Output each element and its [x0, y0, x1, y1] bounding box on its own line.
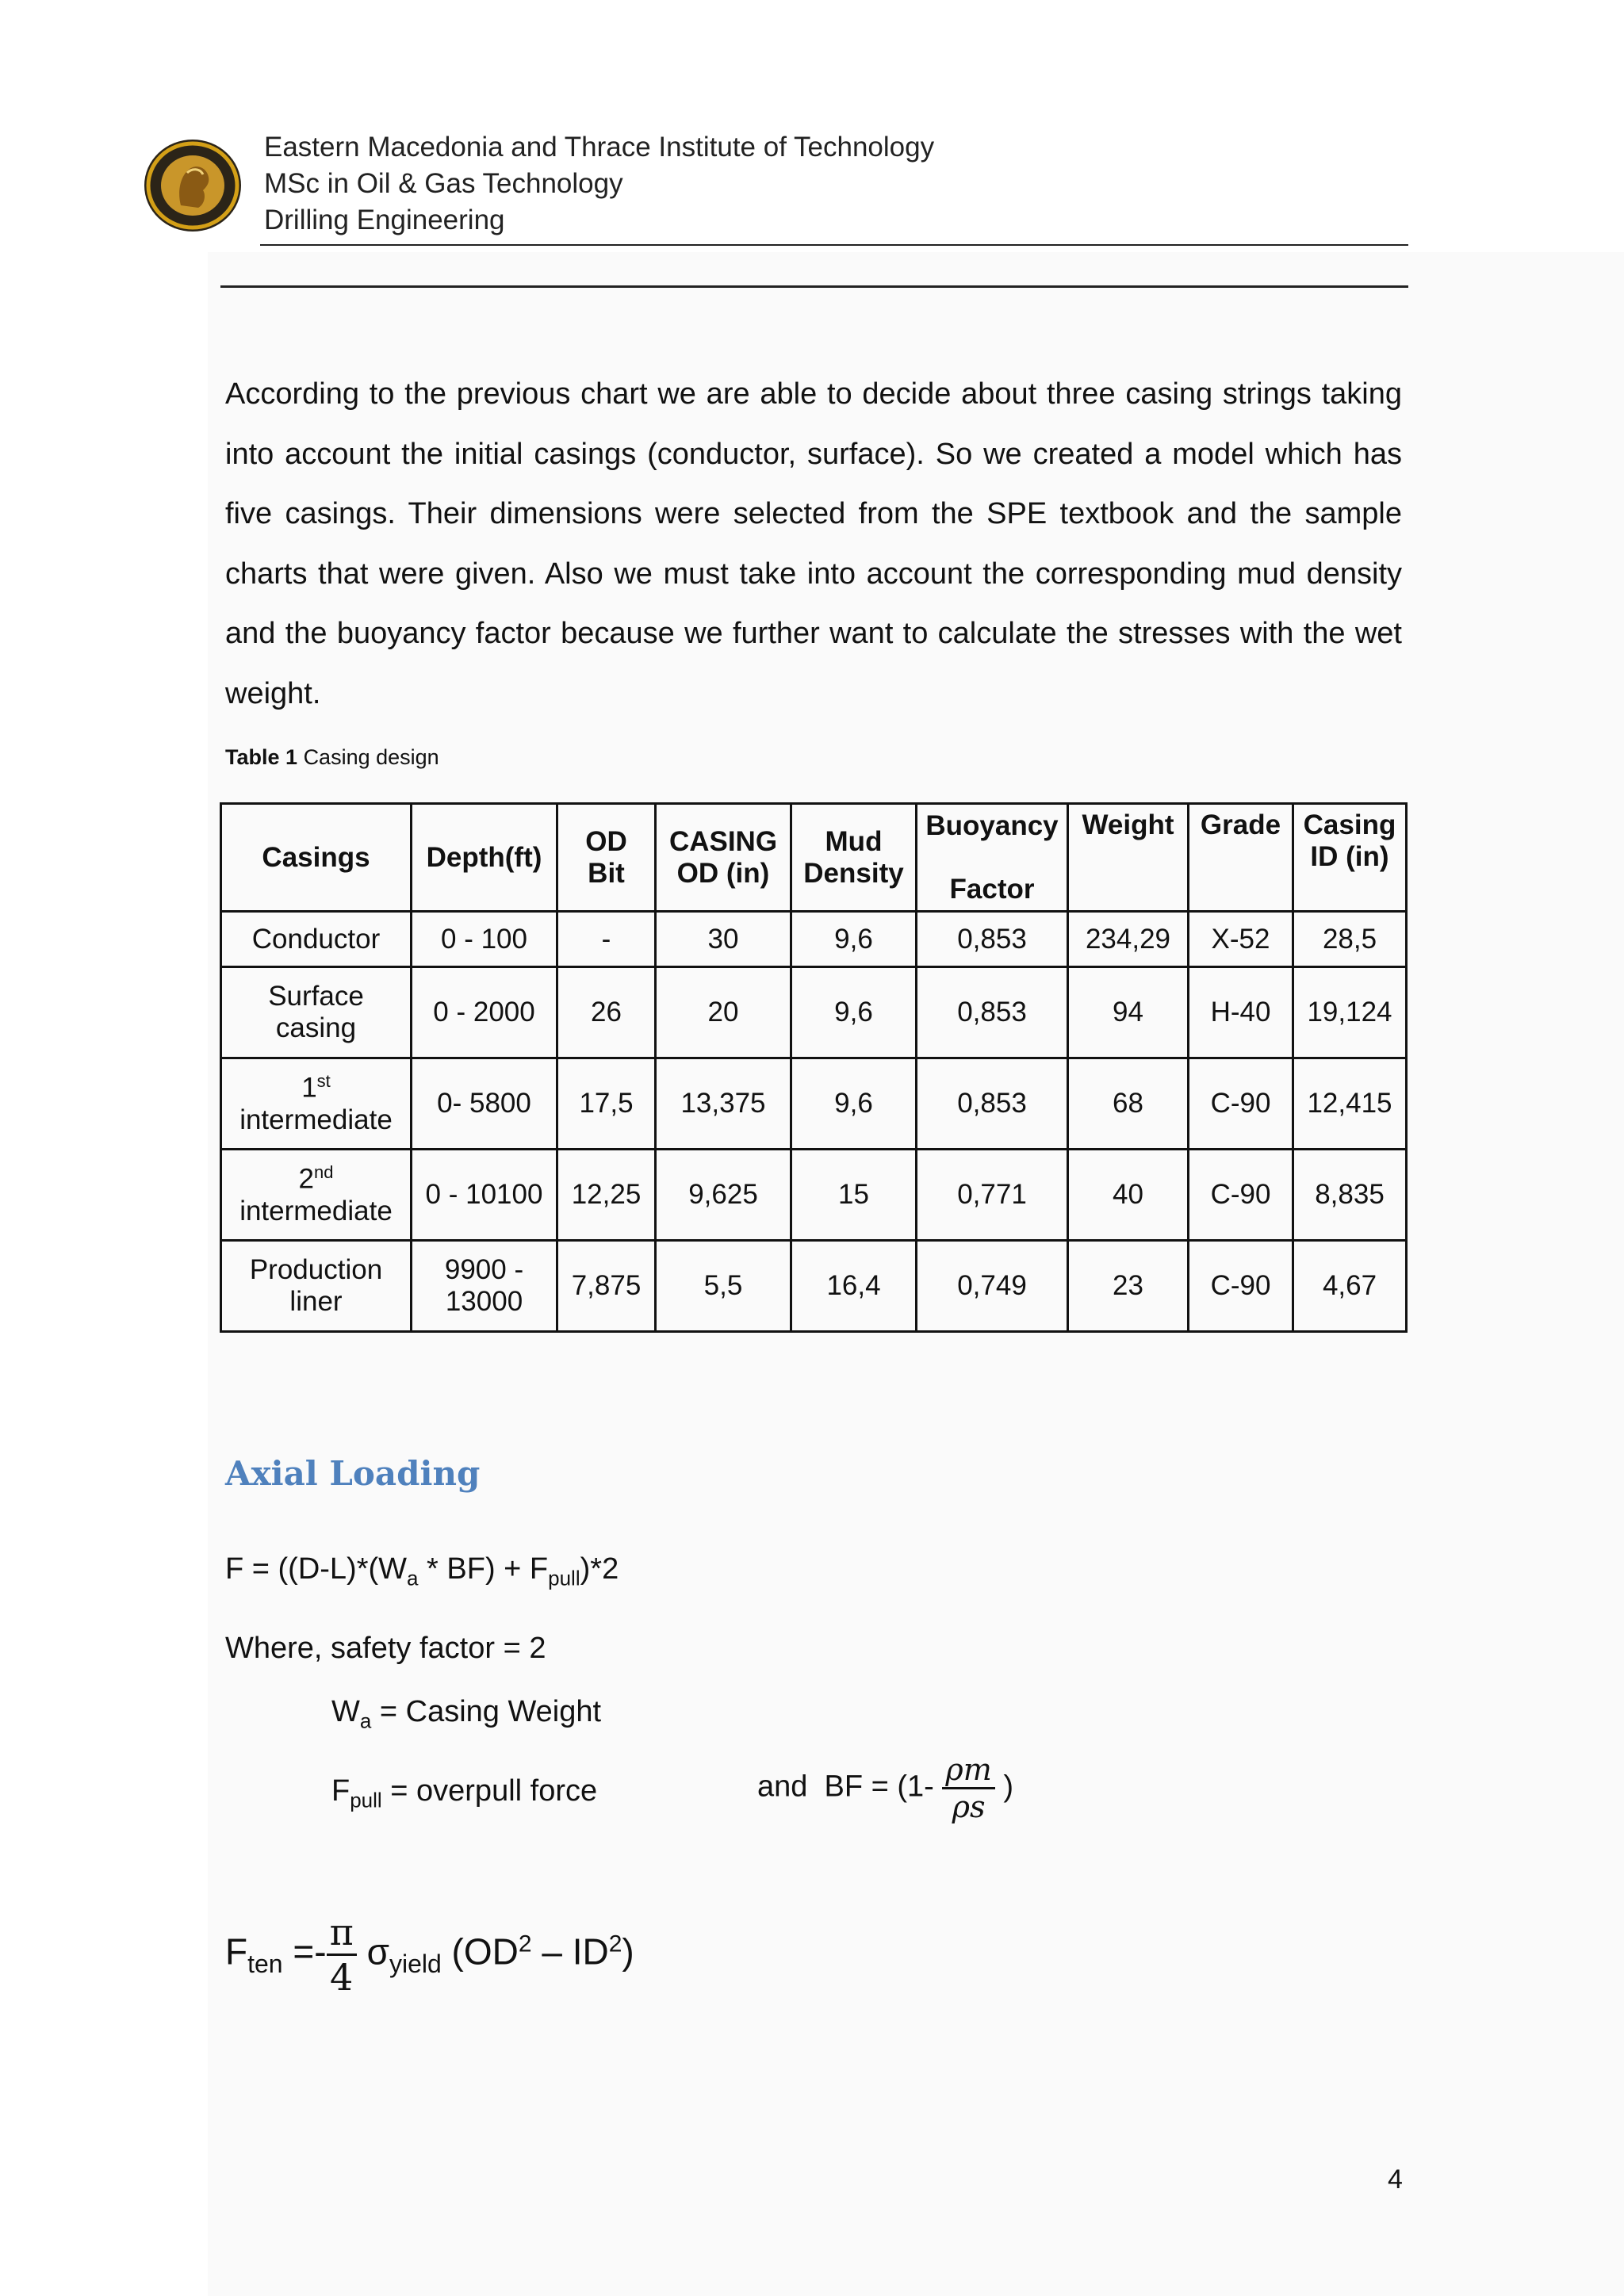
cell-depth: 0- 5800: [412, 1058, 557, 1150]
document-header: [264, 129, 934, 239]
cell-od-bit: 12,25: [557, 1150, 656, 1241]
paragraph-line: and the buoyancy factor because we further want to calculate the stresses with the wet: [225, 617, 1402, 650]
cell-casing-od: 30: [656, 912, 791, 967]
cell-casing-id: 28,5: [1293, 912, 1407, 967]
paragraph-line: into account the initial casings (conductor, surface). So we created a model which has: [225, 437, 1402, 471]
cell-mud-density: 9,6: [791, 912, 917, 967]
cell-buoyancy-factor: 0,749: [917, 1241, 1068, 1332]
cell-casing-name: 2nd intermediate: [221, 1150, 412, 1241]
cell-grade: X-52: [1189, 912, 1293, 967]
table-row: [221, 1241, 1407, 1332]
table-caption: [225, 745, 439, 770]
cell-casing-od: 13,375: [656, 1058, 791, 1150]
cell-casing-id: 12,415: [1293, 1058, 1407, 1150]
cell-weight: 68: [1068, 1058, 1189, 1150]
cell-grade: H-40: [1189, 967, 1293, 1058]
col-header-mud-density: Mud Density: [791, 804, 917, 912]
paragraph-line: five casings. Their dimensions were selected from the SPE textbook and the sample: [225, 497, 1402, 530]
casing-design-table: [220, 802, 1408, 1333]
header-institution: Eastern Macedonia and Thrace Institute of Technology: [264, 132, 935, 163]
table-row: [221, 1150, 1407, 1241]
cell-buoyancy-factor: 0,771: [917, 1150, 1068, 1241]
table-caption-label: Table 1: [225, 745, 298, 769]
cell-depth: 0 - 10100: [412, 1150, 557, 1241]
table-header-row: [221, 804, 1407, 912]
col-header-casing-od: CASING OD (in): [656, 804, 791, 912]
table-row: [221, 967, 1407, 1058]
paragraph-line: charts that were given. Also we must take into account the corresponding mud density: [225, 557, 1402, 591]
casing-weight-definition: $W_a = Casing$ Weight: [331, 1695, 602, 1733]
cell-od-bit: 7,875: [557, 1241, 656, 1332]
col-header-weight: Weight: [1068, 804, 1189, 912]
header-program: MSc in Oil & Gas Technology: [264, 168, 623, 199]
cell-casing-name: Conductor: [221, 912, 412, 967]
cell-depth: 0 - 2000: [412, 967, 557, 1058]
cell-casing-id: 8,835: [1293, 1150, 1407, 1241]
intro-paragraph: [225, 365, 1402, 724]
cell-buoyancy-factor: 0,853: [917, 912, 1068, 967]
table-row: [221, 912, 1407, 967]
institution-logo: [143, 138, 243, 233]
cell-od-bit: 26: [557, 967, 656, 1058]
col-header-casings: Casings: [221, 804, 412, 912]
cell-buoyancy-factor: 0,853: [917, 1058, 1068, 1150]
paragraph-line: According to the previous chart we are able to decide about three casing strings taking: [225, 377, 1402, 411]
page-number: 4: [1388, 2164, 1403, 2195]
overpull-definition: $F_{pull}$ = overpull force: [331, 1774, 598, 1812]
pi-over-four-fraction: $\frac{\pi}{4}$: [327, 1911, 357, 1999]
col-header-depth: Depth(ft): [412, 804, 557, 912]
table-row: [221, 1058, 1407, 1150]
col-header-grade: Grade: [1189, 804, 1293, 912]
tensile-force-equation: $F_{ten}$ =- $\frac{\pi}{4}$ $\sigma_{yield}$ $(OD^2 - ID^2)$: [225, 1911, 634, 1999]
section-heading: Axial Loading: [225, 1454, 481, 1493]
buoyancy-factor-equation: and BF = (1- $\frac{\rho m}{\rho s}$ ): [757, 1752, 1013, 1824]
cell-mud-density: 16,4: [791, 1241, 917, 1332]
col-header-od-bit: OD Bit: [557, 804, 656, 912]
cell-casing-id: 19,124: [1293, 967, 1407, 1058]
cell-grade: C-90: [1189, 1150, 1293, 1241]
cell-weight: 23: [1068, 1241, 1189, 1332]
cell-grade: C-90: [1189, 1241, 1293, 1332]
cell-casing-od: 9,625: [656, 1150, 791, 1241]
header-course: Drilling Engineering: [264, 205, 505, 235]
axial-force-equation: $F = ((D-L)*(W_a * BF) + F_{pull})*2$: [225, 1552, 619, 1590]
cell-grade: C-90: [1189, 1058, 1293, 1150]
col-header-buoyancy-factor: Buoyancy Factor: [917, 804, 1068, 912]
table-caption-text: Casing design: [303, 745, 439, 769]
col-header-casing-id: Casing ID (in): [1293, 804, 1407, 912]
cell-weight: 94: [1068, 967, 1189, 1058]
header-rule-lower: [220, 285, 1408, 288]
cell-weight: 40: [1068, 1150, 1189, 1241]
cell-casing-od: 5,5: [656, 1241, 791, 1332]
cell-mud-density: 9,6: [791, 967, 917, 1058]
cell-casing-name: 1st intermediate: [221, 1058, 412, 1150]
cell-depth: 0 - 100: [412, 912, 557, 967]
paragraph-line: weight.: [225, 676, 321, 710]
cell-weight: 234,29: [1068, 912, 1189, 967]
cell-mud-density: 9,6: [791, 1058, 917, 1150]
cell-od-bit: 17,5: [557, 1058, 656, 1150]
cell-casing-name: Production liner: [221, 1241, 412, 1332]
cell-casing-od: 20: [656, 967, 791, 1058]
cell-od-bit: -: [557, 912, 656, 967]
cell-buoyancy-factor: 0,853: [917, 967, 1068, 1058]
density-ratio-fraction: $\frac{\rho m}{\rho s}$: [942, 1752, 994, 1824]
cell-depth: 9900 - 13000: [412, 1241, 557, 1332]
header-rule-upper: [260, 244, 1408, 246]
cell-casing-id: 4,67: [1293, 1241, 1407, 1332]
cell-casing-name: Surface casing: [221, 967, 412, 1058]
safety-factor-note: Where, safety factor = 2: [225, 1632, 546, 1665]
cell-mud-density: 15: [791, 1150, 917, 1241]
